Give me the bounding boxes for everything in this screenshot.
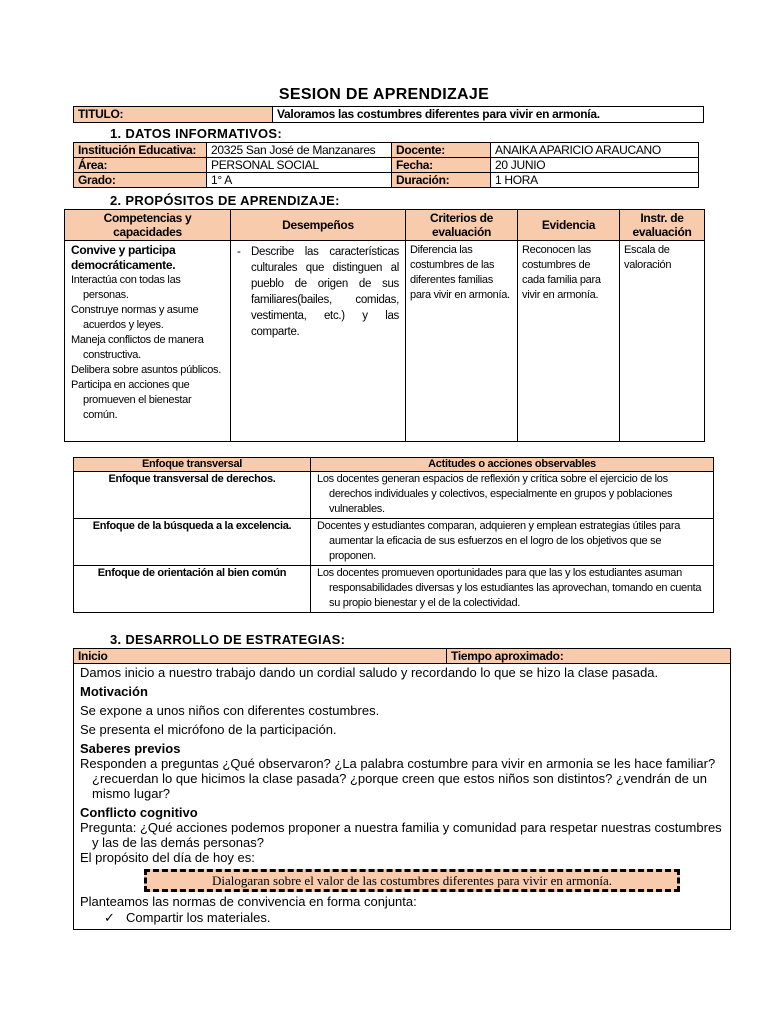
fecha-value: 20 JUNIO (491, 158, 699, 173)
propositos-heading: 2. PROPÓSITOS DE APRENDIZAJE: (110, 193, 340, 208)
inicio-content (74, 664, 731, 930)
competencias-cell (65, 241, 231, 442)
duracion-value: 1 HORA (491, 173, 699, 188)
enfoques-table (73, 457, 714, 613)
institucion-label: Institución Educativa: (74, 143, 207, 158)
desarrollo-table (73, 648, 731, 930)
duracion-label: Duración: (392, 173, 491, 188)
header-actitudes: Actitudes o acciones observables (311, 458, 714, 472)
normas-intro: Planteamos las normas de convivencia en forma conjunta: (80, 894, 417, 909)
dash-bullet-icon: - (237, 246, 241, 258)
fecha-label: Fecha: (392, 158, 491, 173)
capacidad-item: Participa en acciones que promueven el bienestar común. (71, 379, 192, 421)
conflicto-text: Pregunta: ¿Qué acciones podemos proponer a nuestra familia y comunidad para respetar nuestras costumbres y las de las demás personas? (80, 820, 722, 850)
capacidad-item: Interactúa con todas las personas. (71, 274, 181, 301)
proposito-intro: El propósito del día de hoy es: (80, 850, 255, 865)
inicio-label: Inicio (74, 649, 447, 664)
saberes-text: Responden a preguntas ¿Qué observaron? ¿La palabra costumbre para vivir en armonia se les hace familiar? ¿recuerdan lo que hicimos la clase pasada? ¿porque creen que estos niños son distintos? ¿vendrán de un mismo lugar? (80, 756, 716, 801)
capacidad-item: Construye normas y asume acuerdos y leyes. (71, 304, 199, 331)
grado-value: 1° A (207, 173, 392, 188)
institucion-value: 20325 San José de Manzanares (207, 143, 392, 158)
evidencia-cell: Reconocen las costumbres de cada familia para vivir en armonía. (518, 241, 620, 442)
criterio-cell: Diferencia las costumbres de las diferentes familias para vivir en armonía. (406, 241, 518, 442)
enfoque-row-accion: Docentes y estudiantes comparan, adquieren y emplean estrategias útiles para aumentar la eficacia de sus esfuerzos en el logro de los objetivos que se proponen. (311, 519, 714, 566)
area-value: PERSONAL SOCIAL (207, 158, 392, 173)
tiempo-label: Tiempo aproximado: (447, 649, 731, 664)
enfoque-row-accion: Los docentes promueven oportunidades para que las y los estudiantes asuman responsabilidades diversas y los estudiantes las aprovechan, tomando en cuenta su propio bienestar y el de la colectividad. (311, 566, 714, 613)
capacidad-item: Delibera sobre asuntos públicos. (71, 364, 221, 376)
checkmark-icon: ✓ (104, 910, 115, 925)
titulo-value: Valoramos las costumbres diferentes para vivir en armonía. (273, 107, 704, 123)
desempeno-text: Describe las características culturales que distinguen al pueblo de origen de sus familiares(bailes, comidas, vestimenta, etc.) y las comparte. (251, 246, 399, 338)
motivacion-text: Se expone a unos niños con diferentes costumbres. (80, 703, 380, 718)
intro-text: Damos inicio a nuestro trabajo dando un cordial saludo y recordando lo que se hizo la clase pasada. (80, 665, 659, 680)
motivacion-title: Motivación (80, 684, 148, 699)
capacidad-item: Maneja conflictos de manera constructiva. (71, 334, 204, 361)
grado-label: Grado: (74, 173, 207, 188)
enfoque-row-accion: Los docentes generan espacios de reflexión y crítica sobre el ejercicio de los derechos individuales y colectivos, especialmente en grupos y poblaciones vulnerables. (311, 472, 714, 519)
docente-label: Docente: (392, 143, 491, 158)
desarrollo-heading: 3. DESARROLLO DE ESTRATEGIAS: (110, 632, 346, 647)
desempenos-cell (231, 241, 406, 442)
proposito-box: Dialogaran sobre el valor de las costumbres diferentes para vivir en armonía. (144, 869, 680, 892)
enfoque-row-name: Enfoque de orientación al bien común (74, 566, 311, 613)
norma-text: Compartir los materiales. (126, 910, 271, 925)
header-desempenos: Desempeños (231, 210, 406, 241)
header-criterios: Criterios de evaluación (406, 210, 518, 241)
header-evidencia: Evidencia (518, 210, 620, 241)
datos-heading: 1. DATOS INFORMATIVOS: (110, 126, 282, 141)
competencia-title: Convive y participa democráticamente. (71, 243, 176, 272)
page-title: SESION DE APRENDIZAJE (278, 86, 490, 103)
enfoque-row-name: Enfoque transversal de derechos. (74, 472, 311, 519)
docente-value: ANAIKA APARICIO ARAUCANO (491, 143, 699, 158)
header-competencias: Competencias y capacidades (65, 210, 231, 241)
header-instrumento: Instr. de evaluación (620, 210, 705, 241)
titulo-table (73, 106, 704, 123)
saberes-title: Saberes previos (80, 741, 181, 756)
norma-item (80, 910, 724, 925)
motivacion-text: Se presenta el micrófono de la participación. (80, 722, 337, 737)
propositos-table (64, 209, 705, 442)
datos-table (73, 142, 699, 188)
instrumento-cell: Escala de valoración (620, 241, 705, 442)
area-label: Área: (74, 158, 207, 173)
header-enfoque: Enfoque transversal (74, 458, 311, 472)
conflicto-title: Conflicto cognitivo (80, 805, 198, 820)
titulo-label: TITULO: (74, 107, 273, 123)
enfoque-row-name: Enfoque de la búsqueda a la excelencia. (74, 519, 311, 566)
